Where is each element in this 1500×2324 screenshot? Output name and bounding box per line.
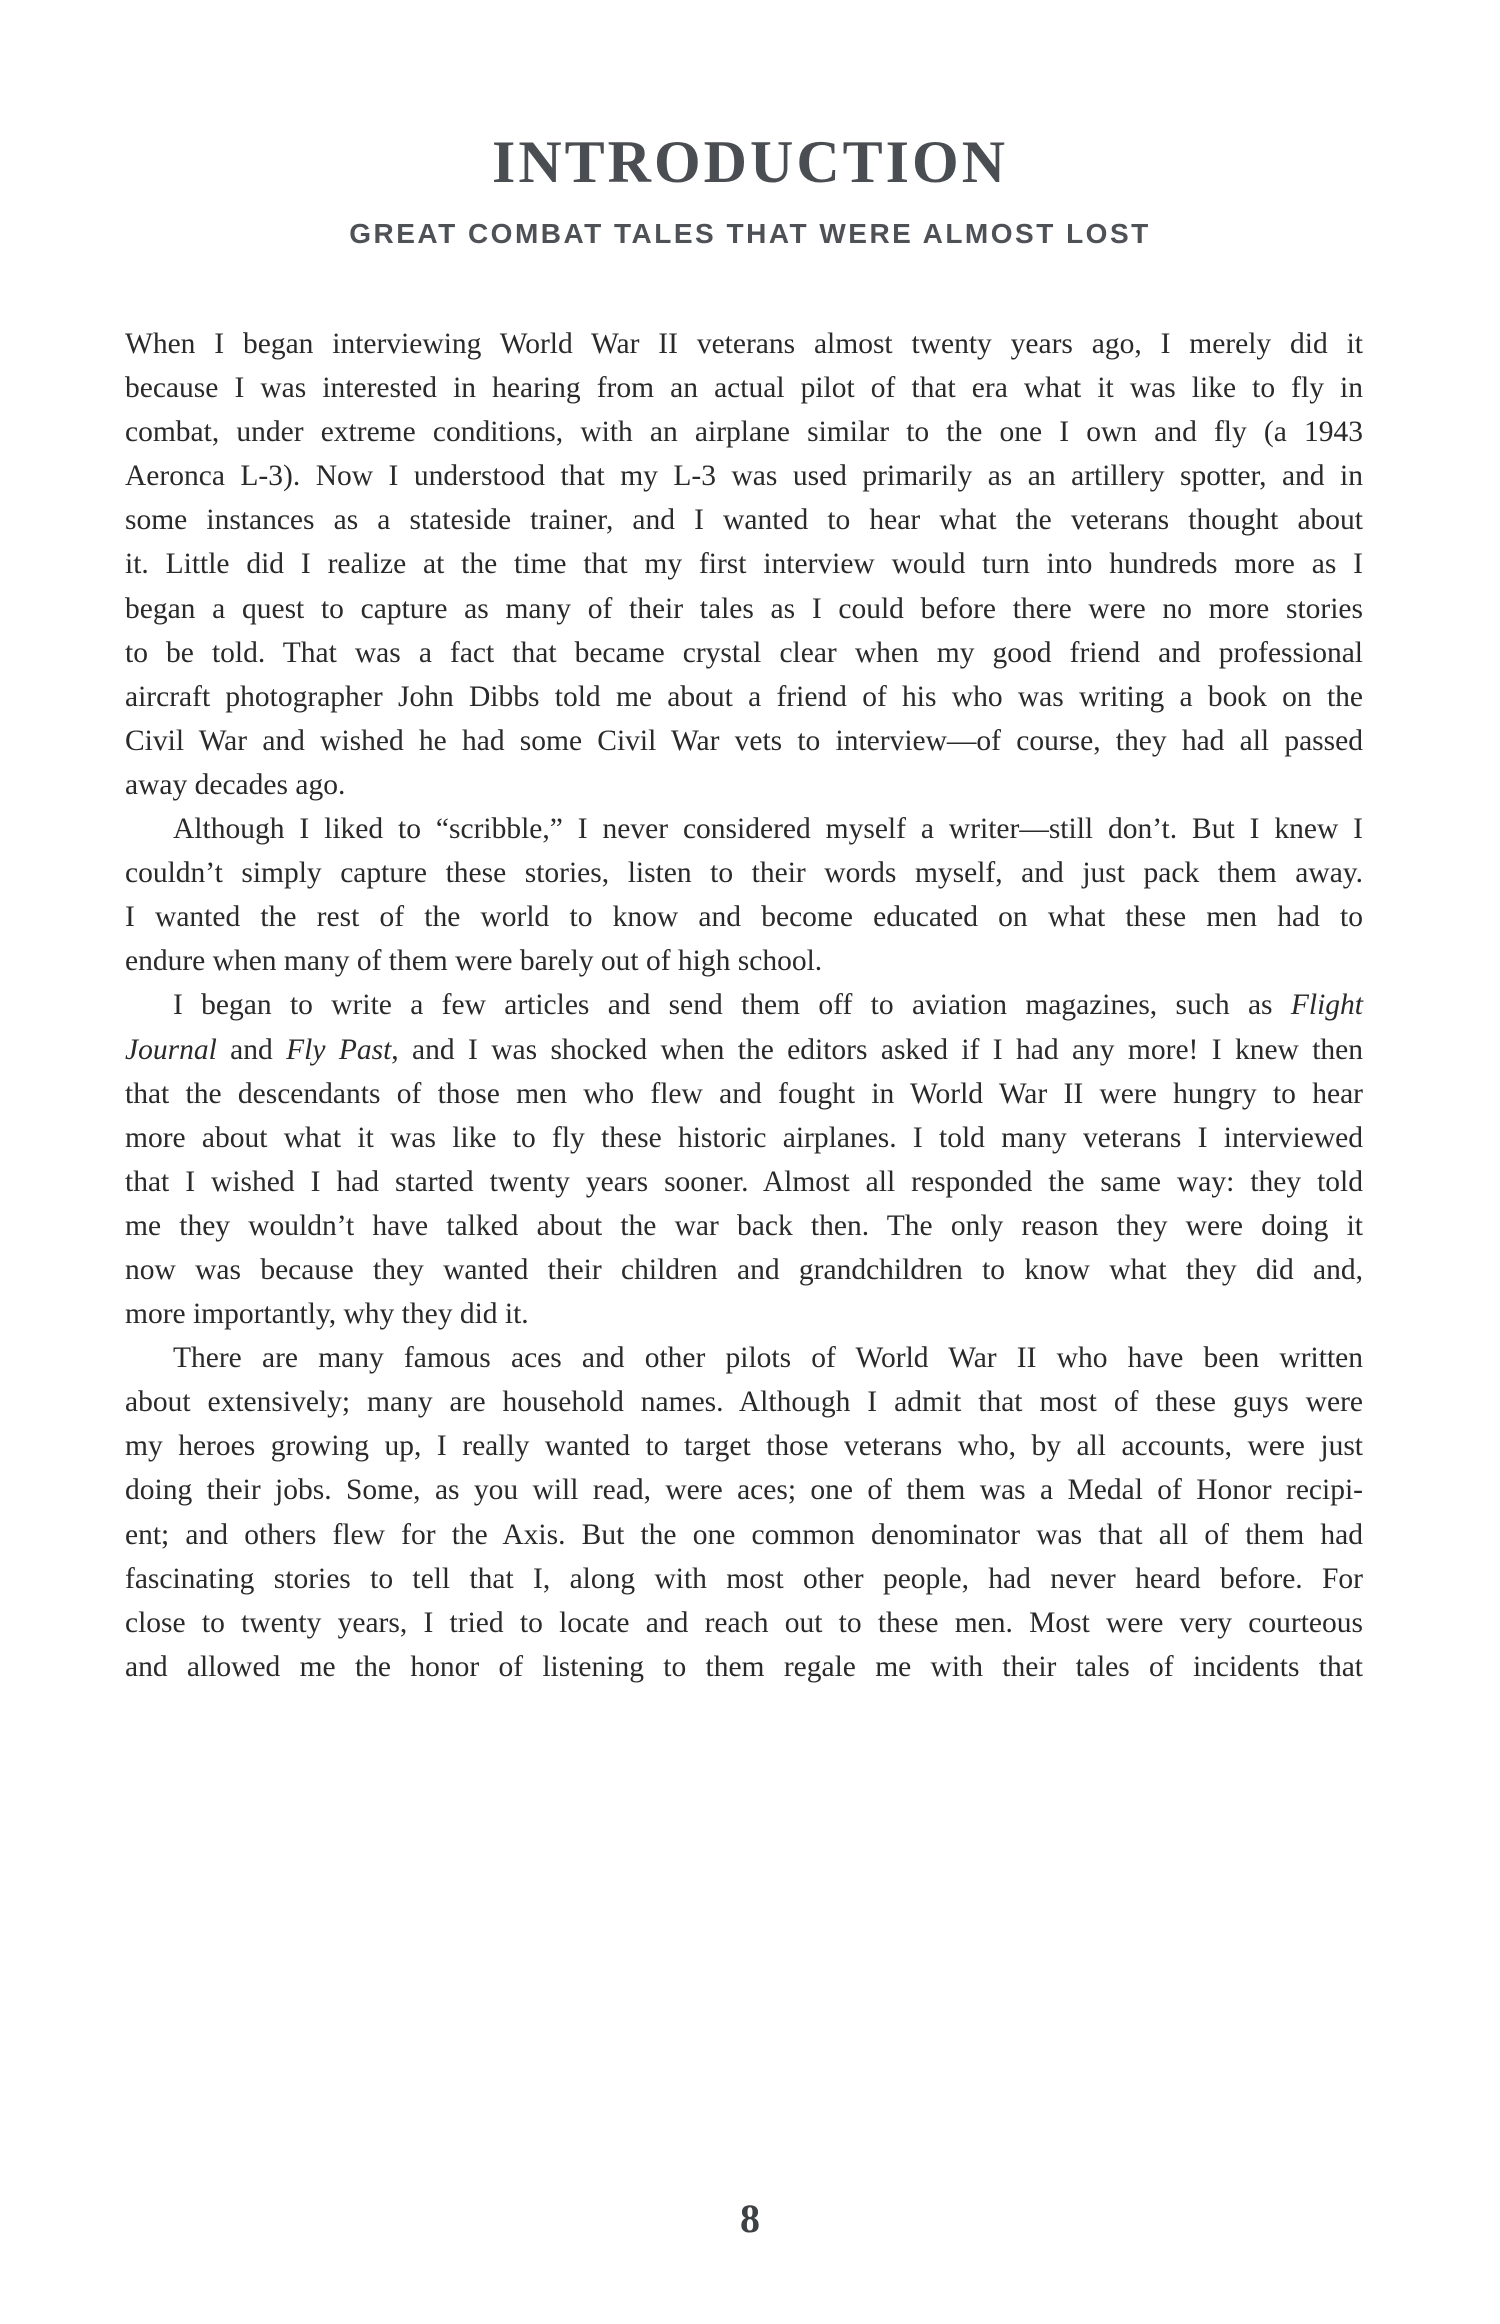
- text-line: away decades ago.: [125, 768, 346, 801]
- paragraph: [125, 322, 1363, 807]
- text-line: combat, under extreme conditions, with an airplane similar to the one I own and fly (a 1943: [125, 416, 1363, 449]
- italic-title: Journal: [125, 1033, 217, 1066]
- text-line: couldn’t simply capture these stories, listen to their words myself, and just pack them away.: [125, 857, 1363, 890]
- text-line: [125, 983, 1363, 1027]
- text-segment: , and I was shocked when the editors asked if I had any more! I knew then: [391, 1033, 1364, 1066]
- text-line: more about what it was like to fly these historic airplanes. I told many veterans I interviewed: [125, 1121, 1363, 1154]
- text-line: I wanted the rest of the world to know and become educated on what these men had to: [125, 901, 1363, 934]
- text-line: some instances as a stateside trainer, and I wanted to hear what the veterans thought about: [125, 504, 1363, 537]
- paragraph: [125, 807, 1363, 983]
- text-line: and allowed me the honor of listening to them regale me with their tales of incidents that: [125, 1650, 1363, 1683]
- text-line: Civil War and wished he had some Civil War vets to interview—of course, they had all passed: [125, 724, 1363, 757]
- text-line: my heroes growing up, I really wanted to target those veterans who, by all accounts, were just: [125, 1430, 1363, 1463]
- text-line: it. Little did I realize at the time that my first interview would turn into hundreds more as I: [125, 548, 1363, 581]
- text-line: When I began interviewing World War II veterans almost twenty years ago, I merely did it: [125, 328, 1363, 360]
- text-line: about extensively; many are household names. Although I admit that most of these guys were: [125, 1386, 1363, 1419]
- text-line: to be told. That was a fact that became crystal clear when my good friend and professional: [125, 636, 1363, 669]
- text-line: endure when many of them were barely out of high school.: [125, 945, 823, 978]
- text-line: because I was interested in hearing from an actual pilot of that era what it was like to fly in: [125, 372, 1363, 405]
- chapter-title: INTRODUCTION: [491, 129, 1009, 195]
- paragraph: [125, 1336, 1363, 1689]
- text-line: more importantly, why they did it.: [125, 1298, 529, 1331]
- text-line: began a quest to capture as many of their tales as I could before there were no more stories: [125, 592, 1363, 625]
- text-line: doing their jobs. Some, as you will read, were aces; one of them was a Medal of Honor recipi-: [125, 1474, 1363, 1507]
- text-line: close to twenty years, I tried to locate and reach out to these men. Most were very courteous: [125, 1606, 1363, 1639]
- text-line: [125, 1028, 1363, 1072]
- text-line: me they wouldn’t have talked about the war back then. The only reason they were doing it: [125, 1209, 1363, 1242]
- text-line: that the descendants of those men who flew and fought in World War II were hungry to hear: [125, 1077, 1363, 1110]
- text-line: Although I liked to “scribble,” I never considered myself a writer—still don’t. But I knew I: [173, 813, 1363, 846]
- text-line: fascinating stories to tell that I, along with most other people, had never heard before. For: [125, 1562, 1363, 1595]
- text-segment: and: [216, 1033, 287, 1066]
- text-line: ent; and others flew for the Axis. But the one common denominator was that all of them had: [125, 1518, 1363, 1551]
- text-line: Aeronca L-3). Now I understood that my L-3 was used primarily as an artillery spotter, and in: [125, 460, 1363, 493]
- italic-title: Flight: [1290, 989, 1363, 1022]
- text-line: now was because they wanted their children and grandchildren to know what they did and,: [125, 1253, 1363, 1286]
- italic-title: Fly Past: [286, 1033, 392, 1066]
- paragraph: [125, 983, 1363, 1336]
- page-number: 8: [740, 2196, 760, 2241]
- chapter-subtitle: GREAT COMBAT TALES THAT WERE ALMOST LOST: [349, 218, 1151, 249]
- text-line: that I wished I had started twenty years sooner. Almost all responded the same way: they told: [125, 1165, 1363, 1198]
- text-line: aircraft photographer John Dibbs told me about a friend of his who was writing a book on the: [125, 680, 1363, 713]
- body-text: [125, 322, 1363, 1689]
- text-segment: I began to write a few articles and send them off to aviation magazines, such as: [173, 989, 1291, 1022]
- text-line: There are many famous aces and other pilots of World War II who have been written: [173, 1342, 1363, 1375]
